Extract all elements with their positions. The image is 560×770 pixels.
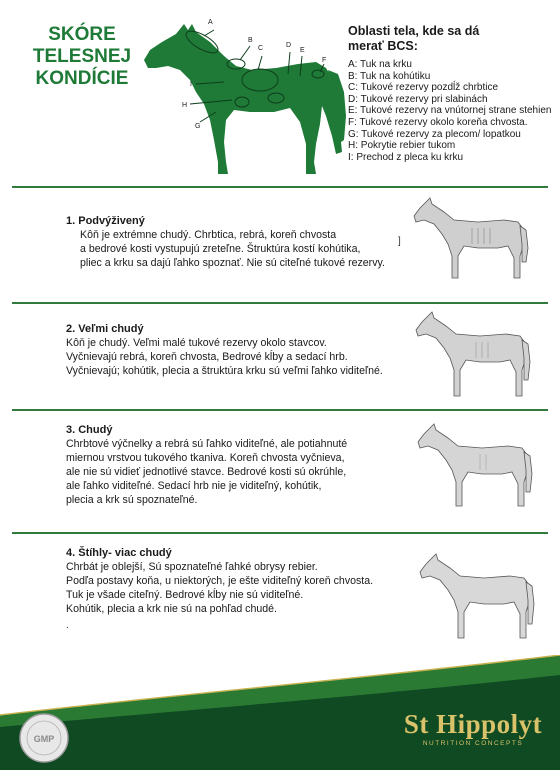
bcs-section-4 [66, 546, 373, 616]
stray-mark: ] [398, 236, 401, 247]
legend-item: H: Pokrytie rebier tukom [348, 140, 456, 152]
label-h: H [182, 102, 188, 109]
horse-sketch-2 [410, 310, 550, 400]
legend-item: G: Tukové rezervy za plecom/ lopatkou [348, 128, 521, 140]
label-c: C [258, 45, 264, 52]
bcs-section-2 [66, 322, 383, 378]
section-divider [12, 186, 548, 188]
horse-silhouette [144, 24, 342, 174]
st-hippolyt-logo [398, 710, 548, 747]
title-line-2: TELESNEJ [32, 46, 132, 67]
label-a: A [208, 19, 213, 26]
section-line: Chrbát je oblejší, Sú spoznateľné ľahké obrysy rebier. [66, 561, 318, 573]
label-f: F [322, 57, 327, 64]
section-line: Kohútik, plecia a krk nie sú na pohľad chudé. [66, 603, 277, 615]
section-divider [12, 532, 548, 534]
section-line: pliec a krku sa dajú ľahko spoznať. Nie sú citeľné tukové rezervy. [80, 257, 385, 269]
horse-sketch-3 [412, 420, 552, 510]
section-divider [12, 409, 548, 411]
section-heading: 3. Chudý [66, 424, 113, 436]
logo-subtitle: NUTRITION CONCEPTS [422, 740, 524, 747]
section-divider [12, 302, 548, 304]
section-line: Podľa postavy koňa, u niektorých, je ešte viditeľný koreň chvosta. [66, 575, 374, 587]
legend-item: B: Tuk na kohútiku [348, 70, 431, 82]
section-line: Kôň je chudý. Veľmi malé tukové rezervy okolo stavcov. [66, 337, 327, 349]
section-line: Vyčnievajú; kohútik, plecia a štruktúra krku sú veľmi ľahko viditeľné. [66, 365, 383, 377]
section-line: Kôň je extrémne chudý. Chrbtica, rebrá, koreň chvosta [80, 229, 337, 241]
label-d: D [286, 42, 292, 49]
legend-item: A: Tuk na krku [348, 59, 412, 70]
section-line: a bedrové kosti vystupujú zreteľne. Štruktúra kostí kohútika, [80, 243, 361, 255]
legend-item: D: Tukové rezervy pri slabinách [348, 93, 488, 105]
label-g: G [195, 123, 201, 130]
section-heading: 4. Štíhly- viac chudý [66, 547, 172, 559]
section-line: ale nie sú vidieť jednotlivé stavce. Bedrové kosti sú okrúhle, [66, 466, 347, 478]
section-line: plecia a krk sú spoznateľné. [66, 494, 198, 506]
bcs-section-3 [66, 423, 347, 507]
seal-text: GMP [33, 734, 55, 744]
section-line: Tuk je všade citeľný. Bedrové kĺby nie sú viditeľné. [66, 589, 304, 601]
horse-sketch-1 [408, 196, 548, 286]
legend-item: E: Tukové rezervy na vnútornej strane stehien [348, 105, 552, 117]
page-title [22, 24, 142, 90]
label-i: I [190, 81, 192, 88]
legend-item: I: Prechod z pleca ku krku [348, 151, 464, 163]
legend-item: F: Tukové rezervy okolo koreňa chvosta. [348, 116, 528, 128]
title-line-1: SKÓRE [48, 24, 116, 45]
label-b: B [248, 37, 253, 44]
section-heading: 1. Podvýživený [66, 215, 145, 227]
bcs-section-1 [66, 214, 385, 270]
logo-wordmark: St Hippolyt [403, 709, 543, 739]
horse-sketch-4 [414, 550, 554, 640]
title-line-3: KONDÍCIE [35, 68, 129, 89]
section-line: Chrbtové výčnelky a rebrá sú ľahko viditeľné, ale potiahnuté [66, 438, 348, 450]
section-line: miernou vrstvou tukového tkaniva. Koreň chvosta vyčnieva, [66, 452, 345, 464]
legend-heading: Oblasti tela, kde sa dá merať BCS: [348, 24, 480, 53]
section-line: Vyčnievajú rebrá, koreň chvosta, Bedrové kĺby a sedací hrb. [66, 351, 348, 363]
bcs-legend [348, 24, 558, 163]
section-line: ale ľahko viditeľné. Sedací hrb nie je viditeľný, kohútik, [66, 480, 322, 492]
stray-dot: . [66, 620, 69, 631]
section-heading: 2. Veľmi chudý [66, 323, 144, 335]
label-e: E [300, 47, 305, 54]
legend-item: C: Tukové rezervy pozdĺž chrbtice [348, 82, 499, 94]
gmp-seal [12, 712, 76, 764]
horse-body-diagram [140, 12, 348, 182]
